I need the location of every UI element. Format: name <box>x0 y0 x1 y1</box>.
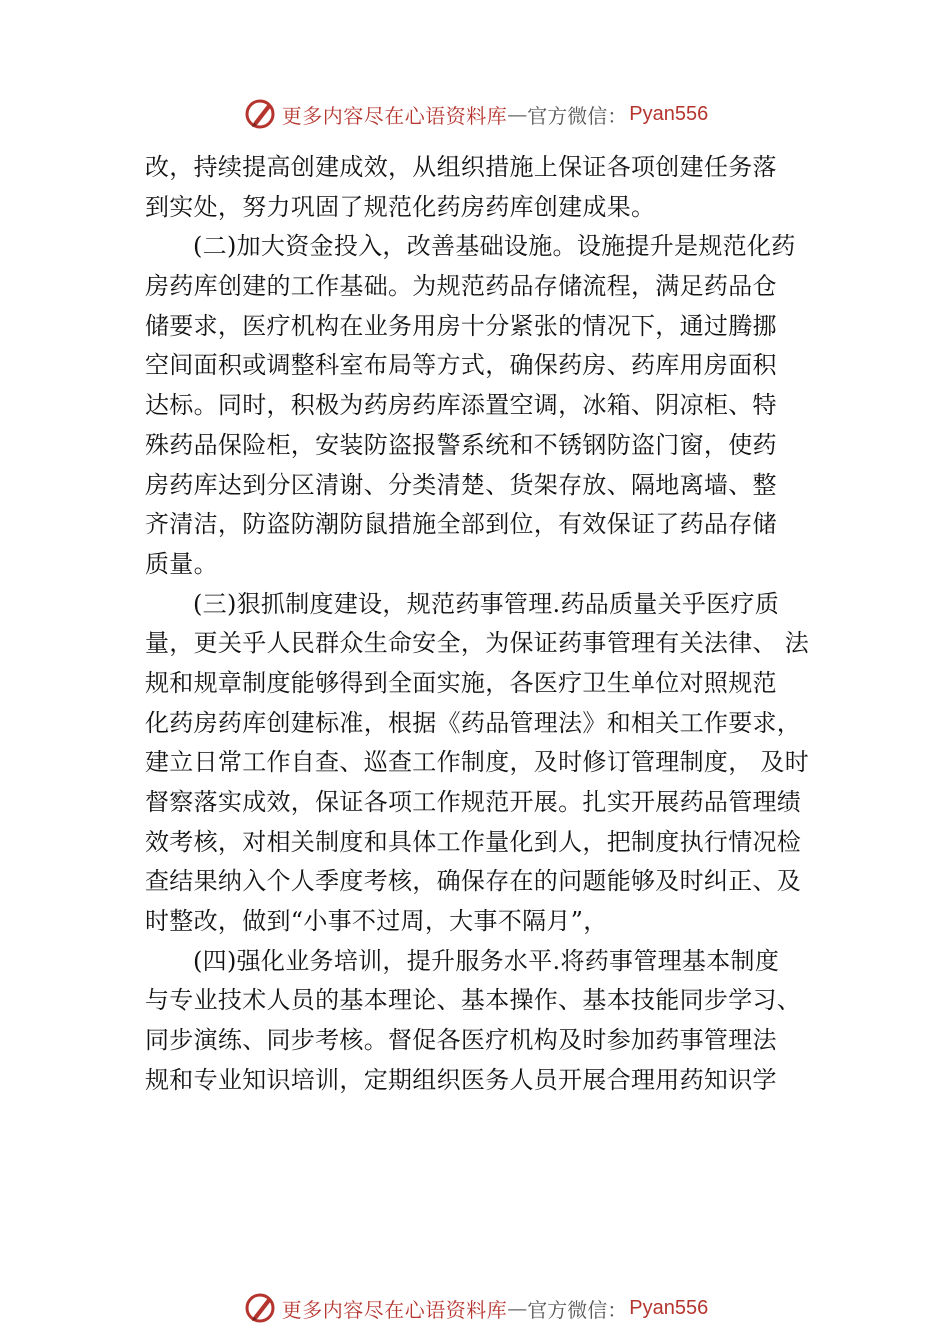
text-line: 同步演练、同步考核。督促各医疗机构及时参加药事管理法 <box>145 1026 777 1055</box>
text-line: (四)强化业务培训，提升服务水平.将药事管理基本制度 <box>193 946 780 975</box>
text-line: 到实处，努力巩固了规范化药房药库创建成果。 <box>145 192 656 221</box>
watermark-main-text: 更多内容尽在心语资料库 <box>281 103 508 128</box>
text-line: 规和规章制度能够得到全面实施，各医疗卫生单位对照规范 <box>145 668 777 697</box>
watermark-main-text: 更多内容尽在心语资料库 <box>281 1297 508 1322</box>
pen-logo-icon <box>242 96 278 132</box>
text-line: 空间面积或调整科室布局等方式，确保药房、药库用房面积 <box>145 351 777 380</box>
watermark-separator: — <box>507 102 528 126</box>
text-line: 化药房药库创建标准，根据《药品管理法》和相关工作要求， <box>145 708 802 737</box>
text-line: 储要求，医疗机构在业务用房十分紧张的情况下，通过腾挪 <box>145 311 777 340</box>
text-line: (二)加大资金投入，改善基础设施。设施提升是规范化药 <box>193 232 796 261</box>
watermark-wechat-label: 官方微信： <box>527 103 628 128</box>
text-line: 房药库创建的工作基础。为规范药品存储流程，满足药品仓 <box>145 272 777 301</box>
text-line: 建立日常工作自查、巡查工作制度，及时修订管理制度， 及时 <box>145 748 810 777</box>
text-line: 改，持续提高创建成效，从组织措施上保证各项创建任务落 <box>145 153 777 181</box>
text-line: 达标。同时，积极为药房药库添置空调，冰箱、阴凉柜、特 <box>145 391 777 420</box>
watermark-banner-top <box>0 94 950 134</box>
text-line: 效考核，对相关制度和具体工作量化到人，把制度执行情况检 <box>145 827 802 856</box>
text-line: 质量。 <box>145 549 218 578</box>
document-body <box>145 148 825 1101</box>
text-line: 殊药品保险柜，安装防盗报警系统和不锈钢防盗门窗，使药 <box>145 430 777 459</box>
text-line: 量，更关乎人民群众生命安全，为保证药事管理有关法律、 法 <box>145 629 810 658</box>
watermark-wechat-label: 官方微信： <box>527 1297 628 1322</box>
text-line: 时整改，做到“小事不过周，大事不隔月”， <box>145 907 608 936</box>
text-line: 房药库达到分区清谢、分类清楚、货架存放、隔地离墙、整 <box>145 470 777 499</box>
text-line: 督察落实成效，保证各项工作规范开展。扎实开展药品管理绩 <box>145 788 802 816</box>
text-line: 规和专业知识培训，定期组织医务人员开展合理用药知识学 <box>145 1065 777 1094</box>
watermark-wechat-id: Pyan556 <box>629 1296 709 1319</box>
text-line: (三)狠抓制度建设，规范药事管理.药品质量关乎医疗质 <box>193 589 780 618</box>
watermark-separator: — <box>507 1296 528 1320</box>
text-line: 查结果纳入个人季度考核，确保存在的问题能够及时纠正、及 <box>145 867 802 896</box>
watermark-wechat-id: Pyan556 <box>629 102 709 125</box>
pen-logo-icon <box>242 1290 278 1326</box>
watermark-banner-bottom <box>0 1288 950 1328</box>
text-line: 与专业技术人员的基本理论、基本操作、基本技能同步学习、 <box>145 986 802 1015</box>
text-line: 齐清洁，防盗防潮防鼠措施全部到位，有效保证了药品存储 <box>145 510 777 539</box>
